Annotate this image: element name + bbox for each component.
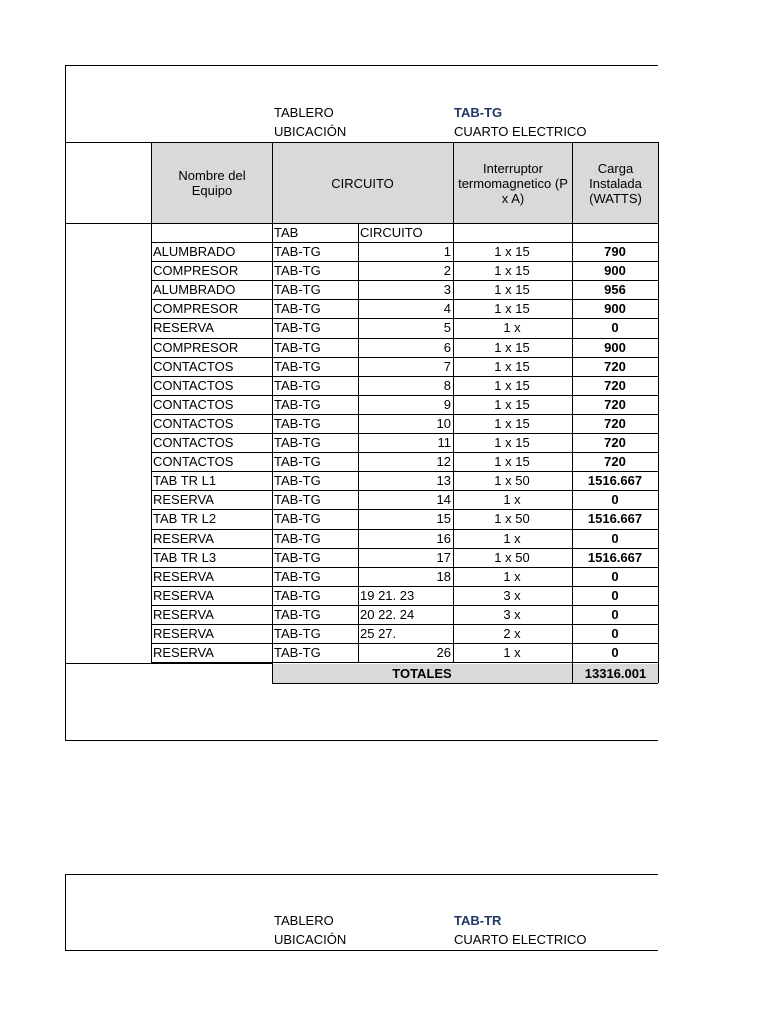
row-equipo: COMPRESOR — [153, 263, 239, 278]
grid-hline — [152, 624, 658, 625]
ubicacion-value: CUARTO ELECTRICO — [454, 124, 587, 139]
row-equipo: CONTACTOS — [153, 435, 234, 450]
row-carga: 1516.667 — [587, 473, 643, 488]
grid-vline — [453, 142, 454, 663]
row-tab: TAB-TG — [274, 550, 321, 565]
row-equipo: TAB TR L2 — [153, 511, 217, 526]
grid-hline — [152, 376, 658, 377]
row-carga: 0 — [611, 607, 619, 622]
row-interruptor: 1 x 15 — [494, 301, 530, 316]
row-tab: TAB-TG — [274, 435, 321, 450]
row-circuito: 4 — [443, 301, 451, 316]
row-circuito: 17 — [436, 550, 451, 565]
row-carga: 0 — [611, 588, 619, 603]
row-interruptor: 1 x — [503, 320, 521, 335]
row-circuito: 1 — [443, 244, 451, 259]
column-header-interruptor: Interruptor termomagnetico (P x A) — [458, 160, 568, 206]
row-circuito: 20 22. 24 — [360, 607, 415, 622]
grid-hline — [152, 261, 658, 262]
row-interruptor: 1 x 15 — [494, 244, 530, 259]
grid-vline — [658, 142, 659, 683]
row-carga: 0 — [611, 531, 619, 546]
row-interruptor: 1 x 50 — [494, 550, 530, 565]
grid-hline — [152, 357, 658, 358]
row-interruptor: 1 x 15 — [494, 282, 530, 297]
row-equipo: ALUMBRADO — [153, 282, 236, 297]
row-equipo: CONTACTOS — [153, 397, 234, 412]
grid-hline — [65, 223, 658, 224]
row-tab: TAB-TG — [274, 511, 321, 526]
row-tab: TAB-TG — [274, 397, 321, 412]
row-equipo: ALUMBRADO — [153, 244, 236, 259]
row-carga: 900 — [604, 301, 626, 316]
row-carga: 790 — [604, 244, 626, 259]
grid-hline — [152, 490, 658, 491]
row-tab: TAB-TG — [274, 626, 321, 641]
row-tab: TAB-TG — [274, 263, 321, 278]
row-circuito: 18 — [436, 569, 451, 584]
row-circuito: 13 — [436, 473, 451, 488]
grid-hline — [152, 280, 658, 281]
grid-hline — [272, 683, 658, 684]
row-circuito: 11 — [437, 435, 451, 450]
row-equipo: CONTACTOS — [153, 416, 234, 431]
row-interruptor: 1 x 15 — [494, 263, 530, 278]
row-interruptor: 3 x — [503, 607, 521, 622]
row-equipo: COMPRESOR — [153, 301, 239, 316]
grid-hline — [152, 242, 658, 243]
row-tab: TAB-TG — [274, 569, 321, 584]
grid-hline — [65, 142, 658, 143]
row-circuito: 19 21. 23 — [360, 588, 415, 603]
row-circuito: 8 — [443, 378, 451, 393]
row-interruptor: 1 x 15 — [494, 435, 530, 450]
column-header-circuito: CIRCUITO — [331, 175, 394, 191]
row-equipo: CONTACTOS — [153, 359, 234, 374]
ubicacion-value-2: CUARTO ELECTRICO — [454, 932, 587, 947]
row-tab: TAB-TG — [274, 454, 321, 469]
row-carga: 720 — [604, 454, 626, 469]
row-equipo: RESERVA — [153, 492, 214, 507]
grid-vline — [272, 142, 273, 683]
row-carga: 720 — [604, 416, 626, 431]
row-tab: TAB-TG — [274, 588, 321, 603]
row-carga: 900 — [604, 263, 626, 278]
grid-hline — [152, 395, 658, 396]
grid-hline — [152, 605, 658, 606]
row-interruptor: 1 x 15 — [494, 454, 530, 469]
grid-hline — [152, 567, 658, 568]
row-tab: TAB-TG — [274, 359, 321, 374]
row-interruptor: 3 x — [503, 588, 521, 603]
row-tab: TAB-TG — [274, 492, 321, 507]
tablero-label-2: TABLERO — [274, 913, 334, 928]
grid-hline — [152, 433, 658, 434]
row-tab: TAB-TG — [274, 645, 321, 660]
row-carga: 720 — [604, 378, 626, 393]
row-circuito: 14 — [436, 492, 451, 507]
row-equipo: RESERVA — [153, 607, 214, 622]
row-equipo: RESERVA — [153, 531, 214, 546]
row-circuito: 7 — [443, 359, 451, 374]
grid-hline — [152, 414, 658, 415]
row-tab: TAB-TG — [274, 320, 321, 335]
row-tab: TAB-TG — [274, 473, 321, 488]
row-tab: TAB-TG — [274, 340, 321, 355]
row-carga: 1516.667 — [587, 511, 643, 526]
row-equipo: RESERVA — [153, 645, 214, 660]
row-circuito: 6 — [443, 340, 451, 355]
row-equipo: RESERVA — [153, 626, 214, 641]
row-interruptor: 1 x — [503, 645, 521, 660]
row-interruptor: 1 x 50 — [494, 511, 530, 526]
grid-hline — [152, 509, 658, 510]
column-header-carga: Carga Instalada (WATTS) — [589, 160, 642, 206]
row-circuito: 2 — [443, 263, 451, 278]
grid-hline — [152, 548, 658, 549]
row-interruptor: 1 x — [503, 531, 521, 546]
row-equipo: RESERVA — [153, 588, 214, 603]
grid-hline — [152, 586, 658, 587]
subheader-tab: TAB — [274, 225, 299, 240]
grid-hline — [152, 471, 658, 472]
row-interruptor: 1 x 15 — [494, 416, 530, 431]
row-interruptor: 1 x 50 — [494, 473, 530, 488]
row-carga: 720 — [604, 435, 626, 450]
grid-hline — [152, 452, 658, 453]
row-carga: 0 — [611, 626, 619, 641]
row-equipo: CONTACTOS — [153, 378, 234, 393]
row-carga: 956 — [604, 282, 626, 297]
row-carga: 0 — [611, 569, 619, 584]
grid-hline — [65, 663, 272, 664]
row-circuito: 16 — [436, 531, 451, 546]
grid-vline — [572, 142, 573, 683]
subheader-circuito: CIRCUITO — [360, 225, 423, 240]
row-equipo: TAB TR L3 — [153, 550, 217, 565]
row-equipo: RESERVA — [153, 320, 214, 335]
row-circuito: 26 — [436, 645, 451, 660]
row-tab: TAB-TG — [274, 607, 321, 622]
grid-vline — [151, 142, 152, 663]
tablero-value: TAB-TG — [454, 105, 503, 120]
row-equipo: CONTACTOS — [153, 454, 234, 469]
row-carga: 1516.667 — [587, 550, 643, 565]
row-tab: TAB-TG — [274, 531, 321, 546]
row-carga: 720 — [604, 359, 626, 374]
totales-label: TOTALES — [392, 666, 452, 681]
row-carga: 900 — [604, 340, 626, 355]
row-circuito: 12 — [436, 454, 451, 469]
row-carga: 720 — [604, 397, 626, 412]
row-interruptor: 1 x — [503, 569, 521, 584]
row-equipo: COMPRESOR — [153, 340, 239, 355]
grid-vline — [358, 223, 359, 663]
row-interruptor: 1 x 15 — [494, 359, 530, 374]
row-carga: 0 — [611, 320, 619, 335]
tablero-label: TABLERO — [274, 105, 334, 120]
row-tab: TAB-TG — [274, 378, 321, 393]
row-equipo: RESERVA — [153, 569, 214, 584]
tablero-value-2: TAB-TR — [454, 913, 502, 928]
ubicacion-label-2: UBICACIÓN — [274, 932, 347, 947]
row-circuito: 9 — [443, 397, 451, 412]
row-circuito: 5 — [443, 320, 451, 335]
row-circuito: 15 — [436, 511, 451, 526]
row-interruptor: 1 x 15 — [494, 378, 530, 393]
grid-hline — [152, 529, 658, 530]
row-equipo: TAB TR L1 — [153, 473, 217, 488]
row-carga: 0 — [611, 492, 619, 507]
row-circuito: 10 — [436, 416, 451, 431]
grid-hline — [152, 643, 658, 644]
row-interruptor: 1 x — [503, 492, 521, 507]
row-interruptor: 1 x 15 — [494, 340, 530, 355]
totales-value: 13316.001 — [584, 666, 647, 681]
grid-hline — [152, 318, 658, 319]
row-tab: TAB-TG — [274, 416, 321, 431]
row-circuito: 25 27. — [360, 626, 397, 641]
row-carga: 0 — [611, 645, 619, 660]
ubicacion-label: UBICACIÓN — [274, 124, 347, 139]
row-tab: TAB-TG — [274, 282, 321, 297]
row-interruptor: 1 x 15 — [494, 397, 530, 412]
grid-hline — [152, 299, 658, 300]
row-tab: TAB-TG — [274, 244, 321, 259]
row-circuito: 3 — [443, 282, 451, 297]
row-tab: TAB-TG — [274, 301, 321, 316]
row-interruptor: 2 x — [503, 626, 521, 641]
grid-hline — [152, 338, 658, 339]
column-header-equipo: Nombre del Equipo — [178, 168, 246, 198]
